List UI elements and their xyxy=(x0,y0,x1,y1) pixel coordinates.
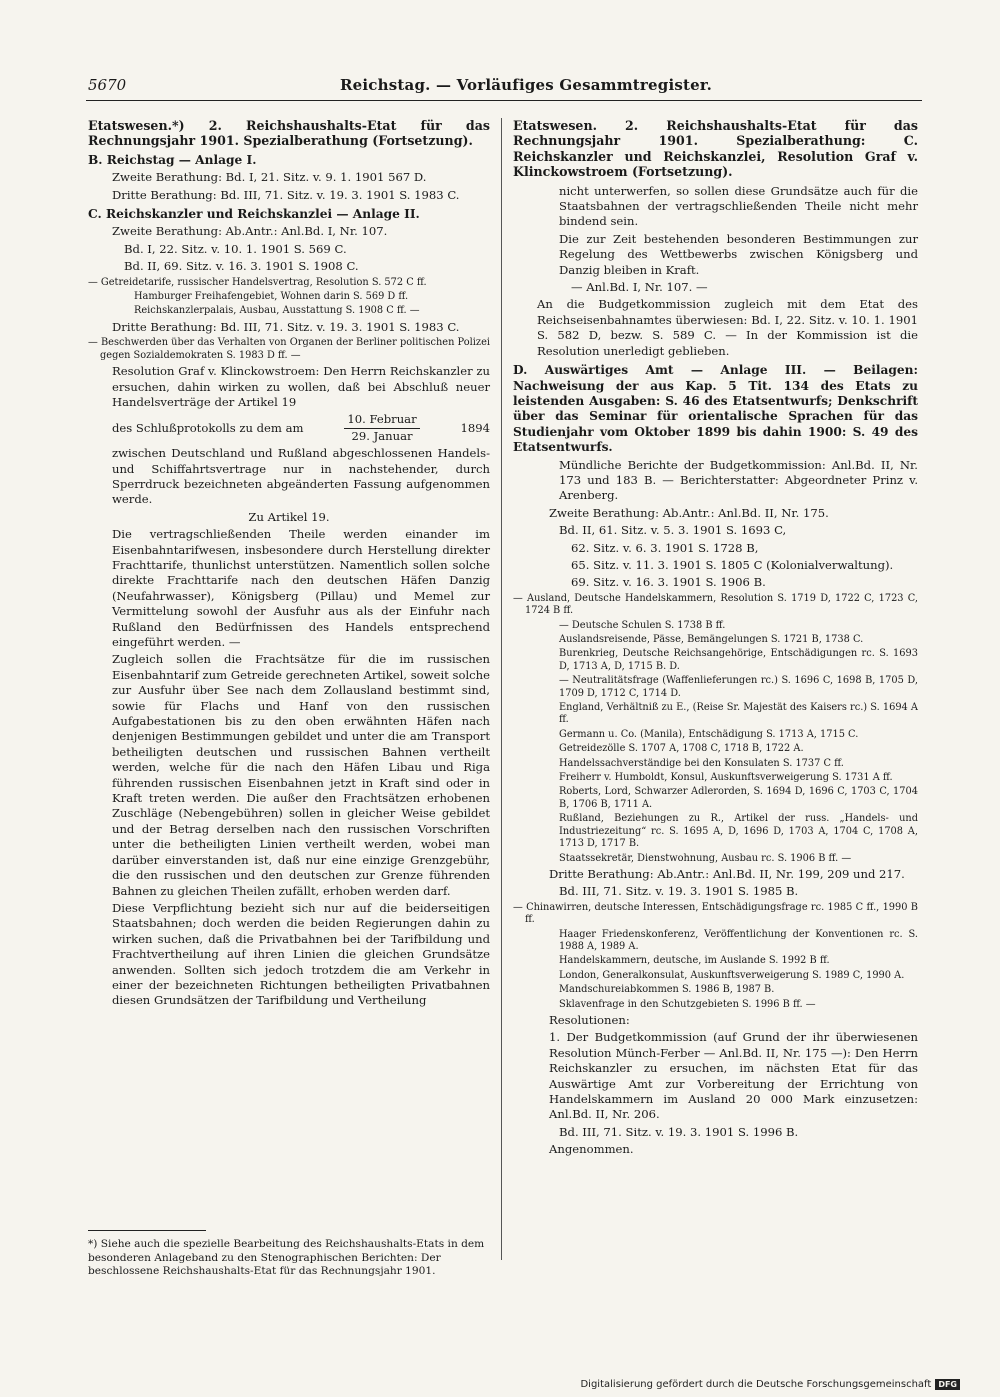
continuation-text: nicht unterwerfen, so sollen diese Grundsätze auch für die Staatsbahnen der vertragschließenden Theile nicht mehr bindend sein. xyxy=(559,183,918,229)
section-d-zweite: Zweite Berathung: Ab.Antr.: Anl.Bd. II, Nr. 175. xyxy=(549,505,829,520)
section-d-dritte-note: Sklavenfrage in den Schutzgebieten S. 1996 B ff. — xyxy=(559,998,816,1010)
section-d-note: Burenkrieg, Deutsche Reichsangehörige, Entschädigungen rc. S. 1693 D, 1713 A, D, 1715 B. D. xyxy=(559,648,918,672)
section-d-dritte-note: Haager Friedenskonferenz, Veröffentlichung der Konventionen rc. S. 1988 A, 1989 A. xyxy=(559,928,918,952)
fraction-bottom: 29. Januar xyxy=(351,428,413,443)
header-rule xyxy=(86,100,922,101)
section-d-dritte-note: — Chinawirren, deutsche Interessen, Entschädigungsfrage rc. 1985 C ff., 1990 B ff. xyxy=(513,901,918,926)
fraction-prefix: des Schlußprotokolls zu dem am xyxy=(112,420,304,435)
section-d-note: Getreidezölle S. 1707 A, 1708 C, 1718 B, 1722 A. xyxy=(559,743,804,755)
resolution-fraction-row xyxy=(88,412,490,444)
section-c-note: Reichskanzlerpalais, Ausbau, Ausstattung S. 1908 C ff. — xyxy=(134,305,420,317)
column-divider xyxy=(501,118,502,1260)
section-d-session: Bd. II, 61. Sitz. v. 5. 3. 1901 S. 1693 C, xyxy=(559,523,787,538)
continuation-text: An die Budgetkommission zugleich mit dem Etat des Reichseisenbahnamtes überwiesen: Bd. I, 22. Sitz. v. 10. 1. 1901 S. 582 D, bezw. S. 589 C. — In der Kommission ist die Resolution unerledigt geblieben. xyxy=(537,297,918,358)
left-heading: Etatswesen.*) 2. Reichshaushalts-Etat für das Rechnungsjahr 1901. Spezialberathung (Fortsetzung). xyxy=(88,118,490,149)
running-head: Reichstag. — Vorläufiges Gesammtregister. xyxy=(340,76,713,94)
section-d-dritte: Dritte Berathung: Ab.Antr.: Anl.Bd. II, Nr. 199, 209 und 217. xyxy=(549,866,905,881)
section-d-dritte-note: Mandschureiabkommen S. 1986 B, 1987 B. xyxy=(559,984,775,996)
section-d-note: Auslandsreisende, Pässe, Bemängelungen S. 1721 B, 1738 C. xyxy=(559,634,864,645)
article-paragraph: Zugleich sollen die Frachtsätze für die im russischen Eisenbahntarif zum Getreide gerechneten Artikel, soweit solche zur Ausfuhr über See nach dem Zollausland bestimmt sind, sowie für Flachs und Hanf von den russischen Aufgabestationen bis zu den oben erwähnten Häfen nach denjenigen Bestimmungen gebildet und unter die am Transport betheiligten deutschen und russischen Bahnen vertheilt werden, welche für die nach den Häfen Libau und Riga führenden russischen Eisenbahnen jetzt in Kraft sind oder in Kraft treten werden. Die außer den Frachtsätzen erhobenen Zuschläge (Nebengebühren) sollen in gleicher Weise gebildet und der Betrag derselben nach den russischen Vorschriften unter die betheiligten Linien vertheilt werden, wobei man darüber einverstanden ist, daß nur eine einzige Grenzgebühr, die den russischen und den deutschen zur Grenze führenden Bahnen zu gleichen Theilen zufällt, erhoben werden darf. xyxy=(112,652,490,898)
footnote: *) Siehe auch die spezielle Bearbeitung des Reichshaushalts-Etats in dem besonderen Anlageband zu den Stenographischen Berichten: Der beschlossene Reichshaushalts-Etat für das Rechnungsjahr 1901. xyxy=(88,1238,485,1278)
section-d-dritte-note: London, Generalkonsulat, Auskunftsverweigerung S. 1989 C, 1990 A. xyxy=(559,969,905,981)
section-d-session: 62. Sitz. v. 6. 3. 1901 S. 1728 B, xyxy=(571,540,759,555)
date-fraction xyxy=(344,412,419,444)
section-c-line: Zweite Berathung: Ab.Antr.: Anl.Bd. I, Nr. 107. xyxy=(112,224,388,239)
section-d-note: England, Verhältniß zu E., (Reise Sr. Majestät des Kaisers rc.) S. 1694 A ff. xyxy=(559,702,918,726)
section-d-note: — Neutralitätsfrage (Waffenlieferungen rc.) S. 1696 C, 1698 B, 1705 D, 1709 D, 1712 C, 1714 D. xyxy=(559,675,918,699)
section-b-line: Zweite Berathung: Bd. I, 21. Sitz. v. 9. 1. 1901 567 D. xyxy=(112,170,427,185)
section-d-session: 69. Sitz. v. 16. 3. 1901 S. 1906 B. xyxy=(571,575,766,590)
section-d-title: D. Auswärtiges Amt — Anlage III. — Beilagen: Nachweisung der aus Kap. 5 Tit. 134 des Etats zu leistenden Ausgaben: S. 46 des Etatsentwurfs; Denkschrift über das Seminar für orientalische Sprachen für das Studienjahr vom Oktober 1899 bis dahin 1900: S. 49 des Etatsentwurfs. xyxy=(513,363,918,455)
resolutionen-label: Resolutionen: xyxy=(549,1012,630,1027)
section-d-session: 65. Sitz. v. 11. 3. 1901 S. 1805 C (Kolonialverwaltung). xyxy=(571,557,894,572)
section-d-note: Germann u. Co. (Manila), Entschädigung S. 1713 A, 1715 C. xyxy=(559,728,859,740)
continuation-text: Die zur Zeit bestehenden besonderen Bestimmungen zur Regelung des Wettbewerbs zwischen Königsberg und Danzig bleiben in Kraft. xyxy=(559,231,918,277)
article-heading: Zu Artikel 19. xyxy=(248,509,330,524)
section-d-note: Roberts, Lord, Schwarzer Adlerorden, S. 1694 D, 1696 C, 1703 C, 1704 B, 1706 B, 1711 A. xyxy=(559,786,918,810)
section-c-line: Bd. I, 22. Sitz. v. 10. 1. 1901 S. 569 C. xyxy=(124,241,347,256)
section-d-reports: Mündliche Berichte der Budgetkommission: Anl.Bd. II, Nr. 173 und 183 B. — Berichterstatter: Abgeordneter Prinz v. Arenberg. xyxy=(559,457,918,503)
section-d-note: Freiherr v. Humboldt, Konsul, Auskunftsverweigerung S. 1731 A ff. xyxy=(559,772,893,784)
resolution-continuation: zwischen Deutschland und Rußland abgeschlossenen Handels- und Schiffahrtsvertrage nur in nachstehender, durch Sperrdruck bezeichneten abgeänderten Fassung aufgenommen werde. xyxy=(112,446,490,507)
section-c-note: — Getreidetarife, russischer Handelsvertrag, Resolution S. 572 C ff. xyxy=(88,276,427,288)
section-d-note: Handelssachverständige bei den Konsulaten S. 1737 C ff. xyxy=(559,757,844,769)
credit-text: Digitalisierung gefördert durch die Deutsche Forschungsgemeinschaft xyxy=(580,1379,932,1390)
page-number: 5670 xyxy=(88,76,127,94)
resolution-1: 1. Der Budgetkommission (auf Grund der ihr überwiesenen Resolution Münch-Ferber — Anl.Bd. II, Nr. 175 —): Den Herrn Reichskanzler zu ersuchen, im nächsten Etat für das Auswärtige Amt zur Vorbereitung der Errichtung von Handelskammern im Ausland 20 000 Mark einzusetzen: Anl.Bd. II, Nr. 206. xyxy=(549,1030,918,1122)
footnote-rule xyxy=(88,1230,206,1231)
section-d-note: Rußland, Beziehungen zu R., Artikel der russ. „Handels- und Industriezeitung“ rc. S. 1695 A, D, 1696 D, 1703 A, 1704 C, 1708 A, 1713 D, 1717 B. xyxy=(559,813,918,850)
article-paragraph: Diese Verpflichtung bezieht sich nur auf die beiderseitigen Staatsbahnen; doch werden die beiden Regierungen dahin zu wirken suchen, daß die Privatbahnen bei der Tarifbildung und Frachtvertheilung auf ihren Linien die gleichen Grundsätze anwenden. Sollten sich jedoch trotzdem die am Verkehr in einer der bezeichneten Richtungen betheiligten Privatbahnen diesen Grundsätzen der Tarifbildung und Vertheilung xyxy=(112,900,490,1008)
article-paragraph: Die vertragschließenden Theile werden einander im Eisenbahntarifwesen, insbesondere durch Herstellung direkter Frachttarife, thunlichst unterstützen. Namentlich sollen solche direkte Frachttarife nach den deutschen Häfen Danzig (Neufahrwasser), Königsberg (Pillau) und Memel zur Vermittelung sowohl der Ausfuhr aus als der Einfuhr nach Rußland den Bedürfnissen des Handels entsprechend eingeführt werden. — xyxy=(112,527,490,649)
section-c-line: Bd. II, 69. Sitz. v. 16. 3. 1901 S. 1908 C. xyxy=(124,259,359,274)
section-d-dritte-session: Bd. III, 71. Sitz. v. 19. 3. 1901 S. 1985 B. xyxy=(559,884,799,899)
continuation-ref: — Anl.Bd. I, Nr. 107. — xyxy=(571,280,708,295)
section-d-note: Staatssekretär, Dienstwohnung, Ausbau rc. S. 1906 B ff. — xyxy=(559,852,852,864)
resolution-intro: Resolution Graf v. Klinckowstroem: Den Herrn Reichskanzler zu ersuchen, dahin wirken zu wollen, daß bei Abschluß neuer Handelsverträge der Artikel 19 xyxy=(112,364,490,409)
section-d-note: — Deutsche Schulen S. 1738 B ff. xyxy=(559,619,726,631)
section-c-dritte-note: — Beschwerden über das Verhalten von Organen der Berliner politischen Polizei gegen Sozialdemokraten S. 1983 D ff. — xyxy=(88,337,490,361)
right-column xyxy=(513,118,918,1160)
resolution-angenommen: Angenommen. xyxy=(549,1142,634,1157)
section-c-note: Hamburger Freihafengebiet, Wohnen darin S. 569 D ff. xyxy=(134,291,409,303)
section-b-title: B. Reichstag — Anlage I. xyxy=(88,152,257,167)
section-c-dritte: Dritte Berathung: Bd. III, 71. Sitz. v. 19. 3. 1901 S. 1983 C. xyxy=(112,319,460,334)
resolution-1-session: Bd. III, 71. Sitz. v. 19. 3. 1901 S. 1996 B. xyxy=(559,1124,799,1139)
digitization-credit xyxy=(580,1379,960,1390)
section-c-title: C. Reichskanzler und Reichskanzlei — Anlage II. xyxy=(88,207,420,222)
fraction-year: 1894 xyxy=(460,420,490,435)
fraction-top: 10. Februar xyxy=(344,412,419,428)
section-d-note: — Ausland, Deutsche Handelskammern, Resolution S. 1719 D, 1722 C, 1723 C, 1724 B ff. xyxy=(513,592,918,617)
section-d-dritte-note: Handelskammern, deutsche, im Auslande S. 1992 B ff. xyxy=(559,955,830,967)
left-column xyxy=(88,118,490,1011)
section-b-line: Dritte Berathung: Bd. III, 71. Sitz. v. 19. 3. 1901 S. 1983 C. xyxy=(112,187,460,202)
dfg-logo-icon: DFG xyxy=(935,1379,960,1390)
right-heading: Etatswesen. 2. Reichshaushalts-Etat für das Rechnungsjahr 1901. Spezialberathung: C. Reichskanzler und Reichskanzlei, Resolution Graf v. Klinckowstroem (Fortsetzung). xyxy=(513,118,918,180)
